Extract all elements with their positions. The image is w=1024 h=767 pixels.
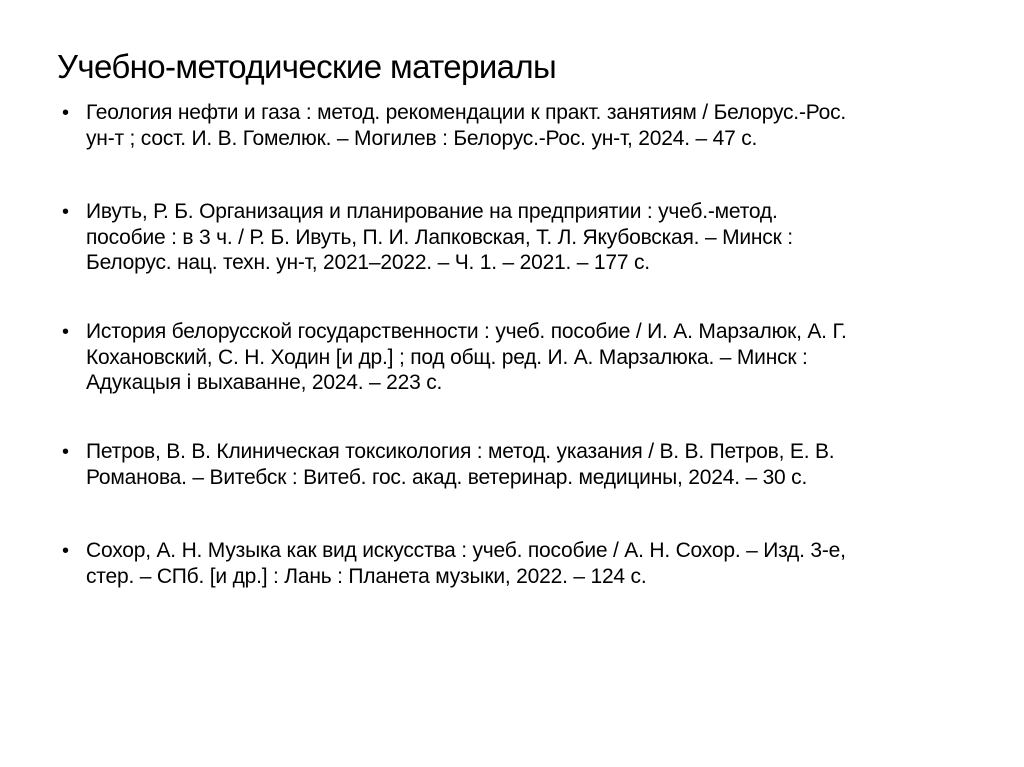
bullet-icon: • — [62, 102, 70, 124]
bullet-icon: • — [62, 321, 70, 343]
item-line: Петров, В. В. Клиническая токсикология : метод. указания / В. В. Петров, Е. В. — [86, 440, 835, 463]
item-line: стер. – СПб. [и др.] : Лань : Планета музыки, 2022. – 124 с. — [86, 564, 647, 588]
item-line: История белорусской государственности : учеб. пособие / И. А. Марзалюк, А. Г. — [86, 320, 847, 343]
item-line: Сохор, А. Н. Музыка как вид искусства : учеб. пособие / А. Н. Сохор. – Изд. 3-е, — [86, 539, 846, 562]
item-line: Геология нефти и газа : метод. рекомендации к практ. занятиям / Белорус.-Рос. — [86, 101, 847, 124]
item-line: Белорус. нац. техн. ун-т, 2021–2022. – Ч. 1. – 2021. – 177 с. — [86, 251, 650, 274]
item-line: пособие : в 3 ч. / Р. Б. Ивуть, П. И. Лапковская, Т. Л. Якубовская. – Минск : — [86, 225, 793, 249]
item-line: ун-т ; сост. И. В. Гомелюк. – Могилев : Белорус.-Рос. ун-т, 2024. – 47 с. — [86, 126, 758, 150]
item-line: Адукацыя і выхаванне, 2024. – 223 с. — [86, 371, 443, 394]
slide-title: Учебно-методические материалы — [57, 48, 557, 85]
item-line: Кохановский, С. Н. Ходин [и др.] ; под общ. ред. И. А. Марзалюка. – Минск : — [86, 345, 808, 369]
bullet-icon: • — [62, 540, 70, 562]
bullet-icon: • — [62, 201, 70, 223]
bullet-icon: • — [62, 441, 70, 463]
item-line: Романова. – Витебск : Витеб. гос. акад. ветеринар. медицины, 2024. – 30 с. — [86, 465, 808, 489]
item-line: Ивуть, Р. Б. Организация и планирование на предприятии : учеб.-метод. — [86, 200, 778, 223]
